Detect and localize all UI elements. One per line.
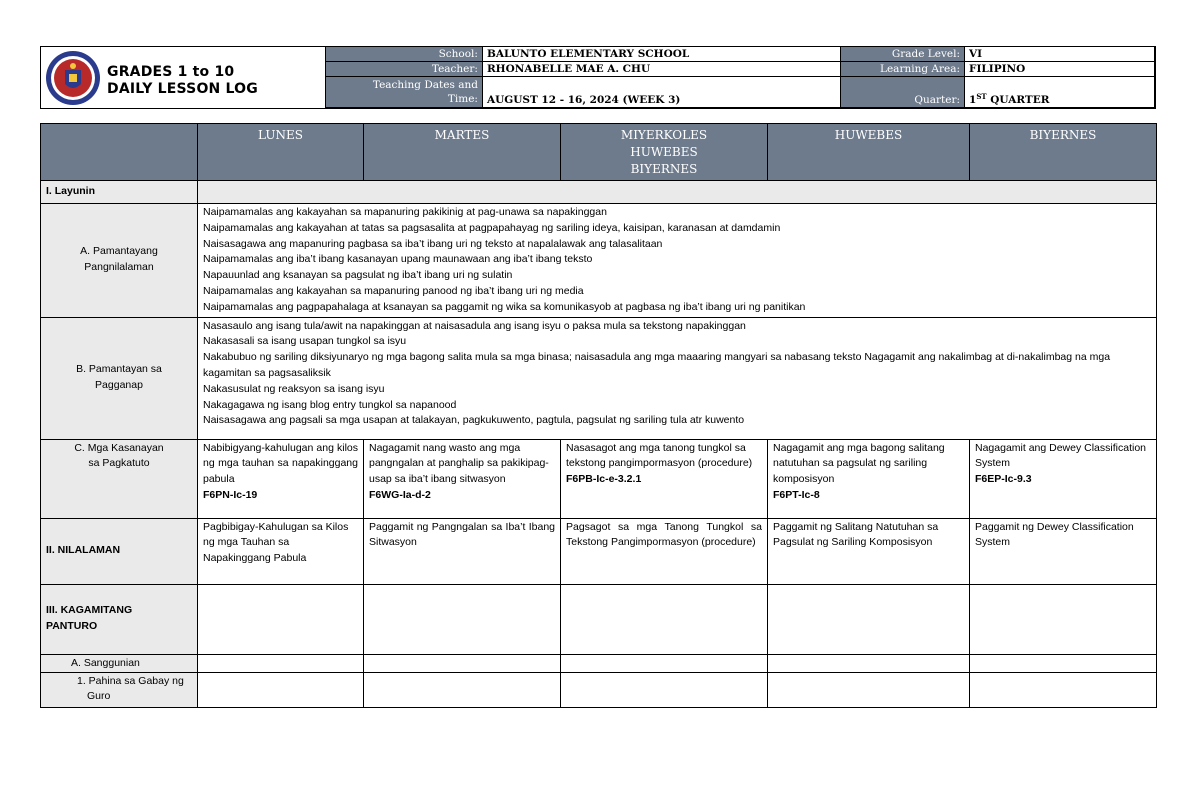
pp-line: Naipamamalas ang iba’t ibang kasanayan upang maunawaan ang iba’t ibang teksto bbox=[203, 253, 593, 266]
learning-area-value: FILIPINO bbox=[965, 62, 1155, 77]
dates-label-line-2: Time: bbox=[447, 93, 478, 105]
pamantayan-sa-pagganap-content bbox=[198, 317, 1157, 439]
pp-line: Naisasagawa ang mapanuring pagbasa sa iba’t ibang uri ng teksto at napalalawak ang talasalitaan bbox=[203, 237, 663, 250]
pg-label-line-1: B. Pamantayan sa bbox=[76, 363, 162, 376]
days-header-row bbox=[41, 124, 1157, 181]
kasanayan-tuesday bbox=[364, 439, 561, 518]
sanggunian-monday bbox=[198, 654, 364, 672]
kagamitan-line-1: III. KAGAMITANG bbox=[46, 604, 133, 617]
kagamitan-tuesday bbox=[364, 584, 561, 654]
day-friday: BIYERNES bbox=[970, 124, 1157, 181]
title-line-2: DAILY LESSON LOG bbox=[107, 81, 258, 97]
day-wednesday-line-3: BIYERNES bbox=[630, 162, 698, 176]
pp-line: Naipamamalas ang kakayahan at tatas sa pagsasalita at pagpapahayag ng sariling ideya, kaisipan, karanasan at damdamin bbox=[203, 221, 781, 234]
quarter-suffix: ST bbox=[976, 92, 987, 101]
kasanayan-monday bbox=[198, 439, 364, 518]
kagamitan-line-2: PANTURO bbox=[46, 620, 98, 633]
kasanayan-code: F6PB-Ic-e-3.2.1 bbox=[566, 473, 642, 486]
kasanayan-text: Nabibigyang-kahulugan ang kilos ng mga tauhan sa napakinggang pabula bbox=[203, 441, 358, 486]
title-line-1: GRADES 1 to 10 bbox=[107, 64, 235, 80]
layunin-label: I. Layunin bbox=[41, 181, 198, 204]
kagamitan-monday bbox=[198, 584, 364, 654]
kagamitan-wednesday bbox=[561, 584, 768, 654]
sanggunian-wednesday bbox=[561, 654, 768, 672]
pg-line: Naisasagawa ang pagsali sa mga usapan at talakayan, pagkukuwento, pagtula, pagsulat ng sariling tula atr kuwento bbox=[203, 414, 745, 427]
nilalaman-label: II. NILALAMAN bbox=[41, 518, 198, 584]
info-table bbox=[325, 46, 1155, 108]
kasanayan-row bbox=[41, 439, 1157, 518]
quarter-word: QUARTER bbox=[990, 94, 1050, 106]
kasanayan-label bbox=[41, 439, 198, 518]
pg-line: Nasasaulo ang isang tula/awit na napakinggan at naisasadula ang isang isyu o paksa mula sa tekstong napakinggan bbox=[203, 319, 746, 332]
pahina-gabay-tuesday bbox=[364, 672, 561, 707]
lesson-grid bbox=[40, 123, 1157, 708]
pahina-gabay-line-2: Guro bbox=[87, 690, 111, 703]
pg-line: Nakabubuo ng sariling diksiyunaryo ng mga bagong salita mula sa mga binasa; naisasadula ang mga maaaring mangyari sa nabasang teksto Nagagamit ang nakalimbag at di-nakalimbag na mga kagamitan sa pagsasaliksik bbox=[203, 351, 1111, 379]
kagamitan-label bbox=[41, 584, 198, 654]
pahina-gabay-thursday bbox=[768, 672, 970, 707]
sanggunian-label: A. Sanggunian bbox=[41, 654, 198, 672]
kasanayan-code: F6PT-Ic-8 bbox=[773, 488, 820, 501]
quarter-label: Quarter: bbox=[841, 77, 965, 108]
day-wednesday-line-1: MIYERKOLES bbox=[620, 128, 708, 142]
pahina-gabay-line-1: 1. Pahina sa Gabay ng bbox=[77, 674, 184, 687]
pahina-gabay-wednesday bbox=[561, 672, 768, 707]
dates-value: AUGUST 12 - 16, 2024 (WEEK 3) bbox=[482, 77, 840, 108]
teacher-value: RHONABELLE MAE A. CHU bbox=[482, 62, 840, 77]
lesson-log-header bbox=[40, 46, 1156, 109]
nilalaman-thursday: Paggamit ng Salitang Natutuhan sa Pagsulat ng Sariling Komposisyon bbox=[768, 518, 970, 584]
quarter-value bbox=[965, 77, 1155, 108]
layunin-row bbox=[41, 181, 1157, 204]
pahina-gabay-label bbox=[41, 672, 198, 707]
pp-line: Napauunlad ang ksanayan sa pagsulat ng iba’t ibang uri ng sulatin bbox=[203, 269, 513, 282]
pg-line: Nakasasali sa isang usapan tungkol sa isyu bbox=[203, 335, 407, 348]
teacher-label: Teacher: bbox=[326, 62, 483, 77]
kagamitan-row bbox=[41, 584, 1157, 654]
kasanayan-thursday bbox=[768, 439, 970, 518]
nilalaman-tuesday: Paggamit ng Pangngalan sa Iba’t Ibang Sitwasyon bbox=[364, 518, 561, 584]
pamantayan-sa-pagganap-label bbox=[41, 317, 198, 439]
school-value: BALUNTO ELEMENTARY SCHOOL bbox=[482, 47, 840, 62]
kasanayan-friday bbox=[970, 439, 1157, 518]
kagamitan-thursday bbox=[768, 584, 970, 654]
sanggunian-tuesday bbox=[364, 654, 561, 672]
pg-line: Nakasusulat ng reaksyon sa isang isyu bbox=[203, 382, 385, 395]
sanggunian-row bbox=[41, 654, 1157, 672]
pg-line: Nakagagawa ng isang blog entry tungkol sa napanood bbox=[203, 398, 457, 411]
document-title bbox=[107, 64, 258, 98]
day-thursday: HUWEBES bbox=[768, 124, 970, 181]
day-tuesday: MARTES bbox=[364, 124, 561, 181]
dates-label-line-1: Teaching Dates and bbox=[372, 79, 478, 91]
nilalaman-monday: Pagbibigay-Kahulugan sa Kilos ng mga Tauhan sa Napakinggang Pabula bbox=[198, 518, 364, 584]
pamantayang-pangnilalaman-label bbox=[41, 204, 198, 318]
pahina-gabay-row bbox=[41, 672, 1157, 707]
pp-label-line-2: Pangnilalaman bbox=[84, 261, 154, 274]
pahina-gabay-friday bbox=[970, 672, 1157, 707]
pahina-gabay-monday bbox=[198, 672, 364, 707]
pamantayan-sa-pagganap-row bbox=[41, 317, 1157, 439]
kasanayan-text: Nagagamit nang wasto ang mga pangngalan at panghalip sa pakikipag-usap sa iba’t ibang sitwasyon bbox=[369, 441, 549, 486]
kasanayan-wednesday bbox=[561, 439, 768, 518]
kasanayan-text: Nasasagot ang mga tanong tungkol sa tekstong pangimpormasyon (procedure) bbox=[566, 441, 753, 470]
nilalaman-row bbox=[41, 518, 1157, 584]
day-wednesday bbox=[561, 124, 768, 181]
pp-line: Naipamamalas ang kakayahan sa mapanuring pakikinig at pag-unawa sa napakinggan bbox=[203, 206, 607, 218]
grade-value: VI bbox=[965, 47, 1155, 62]
pamantayang-pangnilalaman-content bbox=[198, 204, 1157, 318]
pp-label-line-1: A. Pamantayang bbox=[80, 245, 158, 258]
kasanayan-code: F6EP-Ic-9.3 bbox=[975, 473, 1032, 486]
grade-label: Grade Level: bbox=[841, 47, 965, 62]
kasanayan-code: F6PN-Ic-19 bbox=[203, 488, 258, 501]
kagamitan-friday bbox=[970, 584, 1157, 654]
dates-label bbox=[326, 77, 483, 108]
ks-label-line-1: C. Mga Kasanayan bbox=[74, 441, 164, 454]
pamantayang-pangnilalaman-row bbox=[41, 204, 1157, 318]
learning-area-label: Learning Area: bbox=[841, 62, 965, 77]
kasanayan-text: Nagagamit ang mga bagong salitang natutuhan sa pagsulat ng sariling komposisyon bbox=[773, 441, 945, 486]
quarter-number: 1 bbox=[969, 94, 977, 106]
sanggunian-friday bbox=[970, 654, 1157, 672]
sanggunian-thursday bbox=[768, 654, 970, 672]
ks-label-line-2: sa Pagkatuto bbox=[88, 457, 150, 470]
pp-line: Naipamamalas ang kakayahan sa mapanuring panood ng iba’t ibang uri ng media bbox=[203, 284, 584, 297]
layunin-cell bbox=[198, 181, 1157, 204]
kasanayan-text: Nagagamit ang Dewey Classification System bbox=[975, 441, 1146, 470]
pg-label-line-2: Pagganap bbox=[95, 379, 143, 392]
nilalaman-wednesday: Pagsagot sa mga Tanong Tungkol sa Tekstong Pangimpormasyon (procedure) bbox=[561, 518, 768, 584]
days-header-corner bbox=[41, 124, 198, 181]
day-wednesday-line-2: HUWEBES bbox=[630, 145, 698, 159]
nilalaman-friday: Paggamit ng Dewey Classification System bbox=[970, 518, 1157, 584]
deped-seal-icon bbox=[45, 50, 101, 106]
kasanayan-code: F6WG-Ia-d-2 bbox=[369, 488, 431, 501]
day-monday: LUNES bbox=[198, 124, 364, 181]
school-label: School: bbox=[326, 47, 483, 62]
pp-line: Naipamamalas ang pagpapahalaga at ksanayan sa paggamit ng wika sa komunikasyob at pagbasa ng iba’t ibang uri ng panitikan bbox=[203, 300, 806, 313]
